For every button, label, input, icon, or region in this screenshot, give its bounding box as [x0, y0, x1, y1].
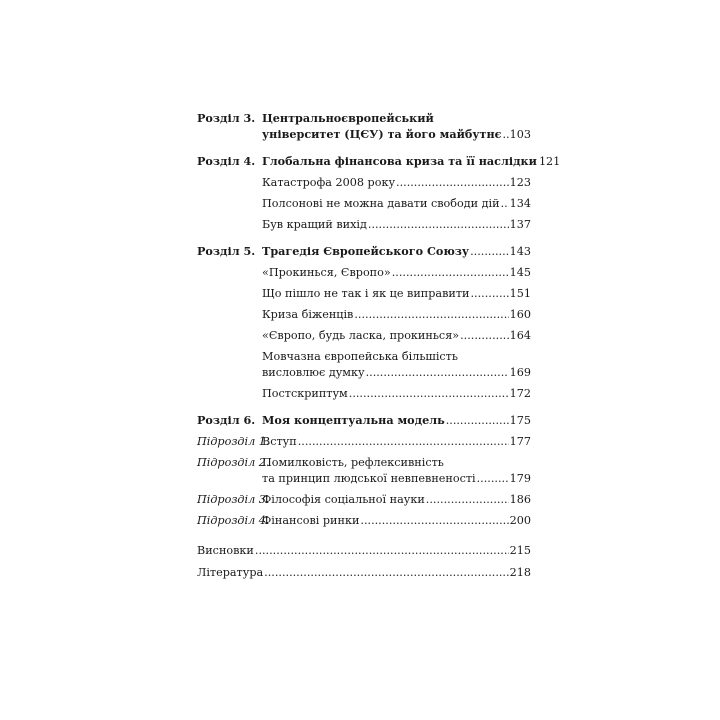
dot-leader [446, 413, 509, 429]
page-number: 186 [509, 493, 531, 506]
page-number: 218 [509, 566, 531, 579]
dot-leader [366, 365, 509, 381]
item-title: «Прокинься, Європо» [262, 266, 391, 279]
item-title: Криза біженців [262, 308, 354, 321]
dot-leader [255, 543, 509, 559]
toc-subsection [197, 513, 531, 529]
section-title: Глобальна фінансова криза та її наслідки [262, 154, 537, 168]
dot-leader [264, 565, 508, 581]
toc-conclusions [197, 543, 531, 559]
dot-leader [396, 175, 509, 191]
section-title-line [262, 110, 531, 126]
subsection-title: Помилковість, рефлексивність [262, 456, 444, 469]
page-number: 175 [509, 414, 531, 427]
item-title: «Європо, будь ласка, прокинься» [262, 329, 460, 342]
toc-section-4 [197, 153, 561, 170]
subsection-label: Підрозділ 1. [197, 435, 270, 448]
section-title: Моя концептуальна модель [262, 413, 445, 427]
dot-leader [477, 471, 509, 487]
section-label: Розділ 6. [197, 413, 256, 427]
table-of-contents [197, 110, 561, 586]
item-title: Мовчазна європейська більшість [262, 350, 458, 363]
page-number: 160 [509, 308, 531, 321]
dot-leader [349, 386, 509, 402]
subsection-title: Філософія соціальної науки [262, 493, 425, 506]
section-label: Розділ 3. [197, 111, 256, 125]
toc-item [197, 349, 531, 381]
page-number: 103 [509, 128, 531, 141]
section-title-line [262, 153, 561, 170]
literature-title: Література [197, 566, 264, 579]
toc-item [197, 307, 531, 323]
section-title-line [262, 412, 531, 429]
page-number: 121 [538, 155, 561, 168]
section-title-line [262, 243, 531, 260]
section-title: Центральноєвропейський [262, 111, 434, 125]
subsection-title: та принцип людської невпевненості [262, 472, 476, 485]
item-title: Був кращий вихід [262, 218, 367, 231]
dot-leader [354, 307, 508, 323]
page-number: 215 [509, 544, 531, 557]
toc-item [197, 386, 531, 402]
toc-subsection [197, 492, 531, 508]
page-number: 137 [509, 218, 531, 231]
item-title: Полсонові не можна давати свободи дій [262, 197, 500, 210]
dot-leader [502, 127, 508, 143]
section-title: університет (ЦЄУ) та його майбутнє [262, 127, 502, 141]
subsection-label: Підрозділ 2. [197, 456, 270, 469]
toc-item [197, 196, 531, 212]
toc-item [197, 286, 531, 302]
toc-literature [197, 565, 531, 581]
subsection-label: Підрозділ 3. [197, 493, 270, 506]
toc-subsection [197, 455, 531, 487]
dot-leader [426, 492, 509, 508]
page-number: 151 [509, 287, 531, 300]
subsection-title: Фінансові ринки [262, 514, 360, 527]
toc-item [197, 175, 531, 191]
dot-leader [501, 196, 509, 212]
dot-leader [470, 244, 509, 260]
page-number: 169 [509, 366, 531, 379]
item-title: Що пішло не так і як це виправити [262, 287, 470, 300]
item-title: висловлює думку [262, 366, 365, 379]
dot-leader [392, 265, 509, 281]
page-number: 177 [509, 435, 531, 448]
page-number: 179 [509, 472, 531, 485]
dot-leader [368, 217, 509, 233]
toc-item [197, 328, 531, 344]
toc-section-5 [197, 243, 531, 260]
page-number: 164 [509, 329, 531, 342]
item-title: Катастрофа 2008 року [262, 176, 396, 189]
page-number: 172 [509, 387, 531, 400]
page-number: 200 [509, 514, 531, 527]
page-number: 134 [509, 197, 531, 210]
toc-item [197, 265, 531, 281]
conclusions-title: Висновки [197, 544, 254, 557]
item-title: Постскриптум [262, 387, 348, 400]
section-title-line [262, 126, 531, 143]
subsection-title: Вступ [262, 435, 297, 448]
toc-section-6 [197, 412, 531, 429]
dot-leader [360, 513, 508, 529]
section-title: Трагедія Європейського Союзу [262, 244, 470, 258]
dot-leader [471, 286, 509, 302]
page-number: 145 [509, 266, 531, 279]
dot-leader [298, 434, 509, 450]
section-label: Розділ 5. [197, 244, 256, 258]
section-label: Розділ 4. [197, 154, 256, 168]
dot-leader [460, 328, 509, 344]
toc-item [197, 217, 531, 233]
page-number: 123 [509, 176, 531, 189]
subsection-label: Підрозділ 4. [197, 514, 270, 527]
toc-subsection [197, 434, 531, 450]
page-number: 143 [509, 245, 531, 258]
toc-section-3 [197, 110, 531, 143]
